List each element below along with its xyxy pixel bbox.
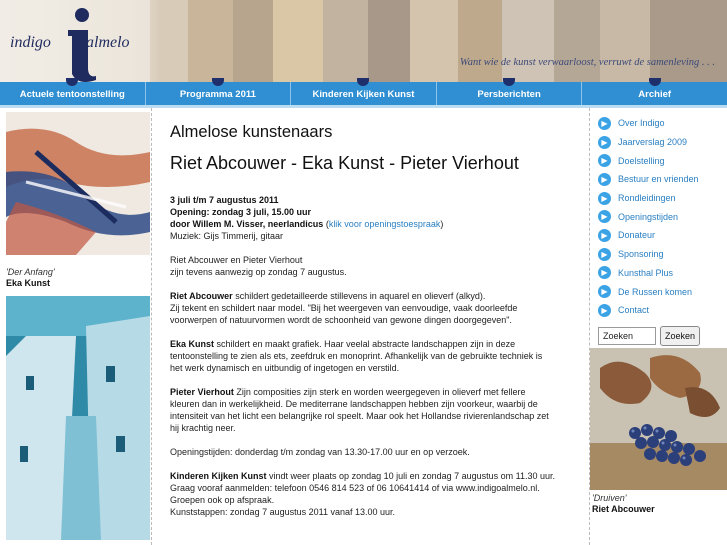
header-tagline: Want wie de kunst verwaarloost, verruwt de samenleving . . . [459, 57, 715, 68]
sidebar-item-de-russen-komen[interactable]: ▶ De Russen komen [598, 282, 727, 301]
opening-hours: Openingstijden: donderdag t/m zondag van 13.30-17.00 uur en op verzoek. [170, 447, 470, 457]
kkk-title: Kinderen Kijken Kunst [170, 471, 267, 481]
music-line: Muziek: Gijs Timmerij, gitaar [170, 231, 284, 241]
arrow-right-icon: ▶ [598, 304, 611, 317]
sidebar-item-doelstelling[interactable]: ▶ Doelstelling [598, 151, 727, 170]
nav-item-label: Archief [638, 89, 672, 100]
artist-text: intensiteit van het licht een belangrijke rol speelt. Maar ook het Hollandse rivierenlandschap zet [170, 411, 549, 421]
nav-item-label: Persberichten [477, 89, 541, 100]
nav-dot-icon [212, 78, 224, 86]
arrow-right-icon: ▶ [598, 117, 611, 130]
main-content: Almelose kunstenaars Riet Abcouwer - Eka Kunst - Pieter Vierhout 3 juli t/m 7 augustus 2011 Opening: zondag 3 juli, 15.00 uur door Willem M. Visser, neerlandicus (klik voor openingstoespraak) Muziek: Gijs Timmerij, gitaar Riet Abcouwer en Pieter Vierhout zijn tevens aanwezig op zondag 7 augustus. Riet Abcouwer schildert gedetailleerde stillevens in aquarel en olieverf (alkyd). Zij tekent en schildert naar model. "Bij het weergeven van eenvoudige, vaak doorleefde voorwerpen of natuurvormen wordt de schoonheid van gewone dingen doorgegeven". Eka Kunst schildert en maakt grafiek. Haar veelal abstracte landschappen zijn in deze tentoonstelling te zien als ets, zeefdruk en monoprint. Afhankelijk van de gebruikte techniek is het werk dynamisch en uitbundig of ingetogen en verstild. Pieter Vierhout Zijn composities zijn sterk en worden weergegeven in olieverf met fellere kleuren dan in werkelijkheid. De mediterrane landschappen hebben zijn voorkeur, waarbij de intensiteit van het licht een belangrijke rol speelt. Maar ook het Hollandse rivierenlandschap zet hij krachtig neer. Openingstijden: donderdag t/m zondag van 13.30-17.00 uur en op verzoek. Kinderen Kijken Kunst vindt weer plaats op zondag 10 juli en zondag 7 augustus om 11.30 uur. Graag vooraf aanmelden: telefoon 0546 814 523 of 06 10641414 of via www.indigoalmelo.nl. Groepen ook op afspraak. Kunststappen: zondag 7 augustus 2011 vanaf 13.00 uur. [170, 122, 575, 518]
artwork-caption [592, 493, 727, 514]
sidebar-item-sponsoring[interactable]: ▶ Sponsoring [598, 245, 727, 264]
artist-text: het werk dynamisch en uitbundig of ingetogen en verstild. [170, 363, 400, 373]
artist-text: Zij tekent en schildert naar model. "Bij het weergeven van eenvoudige, vaak doorleefde [170, 303, 518, 313]
arrow-right-icon: ▶ [598, 285, 611, 298]
nav-underline [0, 105, 727, 108]
artwork-artist: Riet Abcouwer [592, 504, 655, 514]
header-art-collage [150, 0, 727, 82]
artist-text: hij krachtig neer. [170, 423, 236, 433]
sidebar-item-jaarverslag[interactable]: ▶ Jaarverslag 2009 [598, 133, 727, 152]
artwork-title: 'Der Anfang' [6, 267, 55, 277]
intro-line: zijn tevens aanwezig op zondag 7 augustus. [170, 267, 347, 277]
nav-item-programma[interactable] [146, 82, 292, 105]
artist-name: Riet Abcouwer [170, 291, 233, 301]
logo-word-indigo: indigo [10, 34, 51, 51]
kkk-text: Kunststappen: zondag 7 augustus 2011 vanaf 13.00 uur. [170, 507, 396, 517]
kkk-text: Groepen ook op afspraak. [170, 495, 275, 505]
logo[interactable] [0, 0, 160, 82]
nav-item-persberichten[interactable] [437, 82, 583, 105]
arrow-right-icon: ▶ [598, 173, 611, 186]
search-form [598, 326, 727, 346]
exhibition-title: Riet Abcouwer - Eka Kunst - Pieter Vierhout [170, 153, 519, 173]
opening-date: Opening: zondag 3 juli, 15.00 uur [170, 207, 312, 217]
artwork-druiven [590, 348, 727, 490]
nav-item-archief[interactable] [582, 82, 727, 105]
arrow-right-icon: ▶ [598, 229, 611, 242]
nav-item-label: Actuele tentoonstelling [19, 89, 125, 100]
opening-speaker: door Willem M. Visser, neerlandicus [170, 219, 324, 229]
artist-text: voorwerpen of natuurvormen wordt de schoonheid van gewone dingen doorgegeven". [170, 315, 512, 325]
page-title: Almelose kunstenaars [170, 123, 333, 141]
site-header [0, 0, 727, 82]
arrow-right-icon: ▶ [598, 266, 611, 279]
artwork-mediterranean-street [6, 296, 150, 540]
arrow-right-icon: ▶ [598, 192, 611, 205]
artwork-artist: Eka Kunst [6, 278, 51, 288]
artist-text: tentoonstelling te zien als ets, zeefdruk en monoprint. Afhankelijk van de gebruikte techniek is [170, 351, 543, 361]
logo-word-almelo: almelo [86, 34, 130, 51]
sidebar-item-donateur[interactable]: ▶ Donateur [598, 226, 727, 245]
exhibition-dates: 3 juli t/m 7 augustus 2011 [170, 195, 279, 205]
nav-item-label: Programma 2011 [179, 89, 256, 100]
artist-name: Pieter Vierhout [170, 387, 234, 397]
nav-dot-icon [357, 78, 369, 86]
search-button[interactable]: Zoeken [660, 326, 700, 346]
artist-name: Eka Kunst [170, 339, 215, 349]
artwork-der-anfang [6, 112, 150, 255]
sidebar [598, 114, 727, 346]
kkk-text: Graag vooraf aanmelden: telefoon 0546 814 523 of 06 10641414 of via www.indigoalmelo.nl. [170, 483, 540, 493]
left-column [6, 112, 150, 545]
main-nav [0, 82, 727, 105]
sidebar-item-openingstijden[interactable]: ▶ Openingstijden [598, 207, 727, 226]
nav-item-actuele-tentoonstelling[interactable] [0, 82, 146, 105]
sidebar-item-contact[interactable]: ▶ Contact [598, 301, 727, 320]
sidebar-item-rondleidingen[interactable]: ▶ Rondleidingen [598, 189, 727, 208]
sidebar-item-over-indigo[interactable]: ▶ Over Indigo [598, 114, 727, 133]
nav-item-kinderen-kijken-kunst[interactable] [291, 82, 437, 105]
arrow-right-icon: ▶ [598, 210, 611, 223]
nav-dot-icon [649, 78, 661, 86]
arrow-right-icon: ▶ [598, 248, 611, 261]
artwork-title: 'Druiven' [592, 493, 627, 503]
nav-item-label: Kinderen Kijken Kunst [312, 89, 415, 100]
intro-line: Riet Abcouwer en Pieter Vierhout [170, 255, 303, 265]
column-divider [151, 108, 152, 545]
arrow-right-icon: ▶ [598, 136, 611, 149]
arrow-right-icon: ▶ [598, 154, 611, 167]
search-input[interactable] [598, 327, 656, 345]
sidebar-item-kunsthal-plus[interactable]: ▶ Kunsthal Plus [598, 264, 727, 283]
artist-text: kleuren dan in werkelijkheid. De mediterrane landschappen hebben zijn voorkeur, waarbij de [170, 399, 538, 409]
nav-dot-icon [503, 78, 515, 86]
sidebar-item-bestuur[interactable]: ▶ Bestuur en vrienden [598, 170, 727, 189]
nav-dot-icon [66, 78, 78, 86]
speech-link[interactable]: klik voor openingstoespraak [328, 219, 441, 229]
